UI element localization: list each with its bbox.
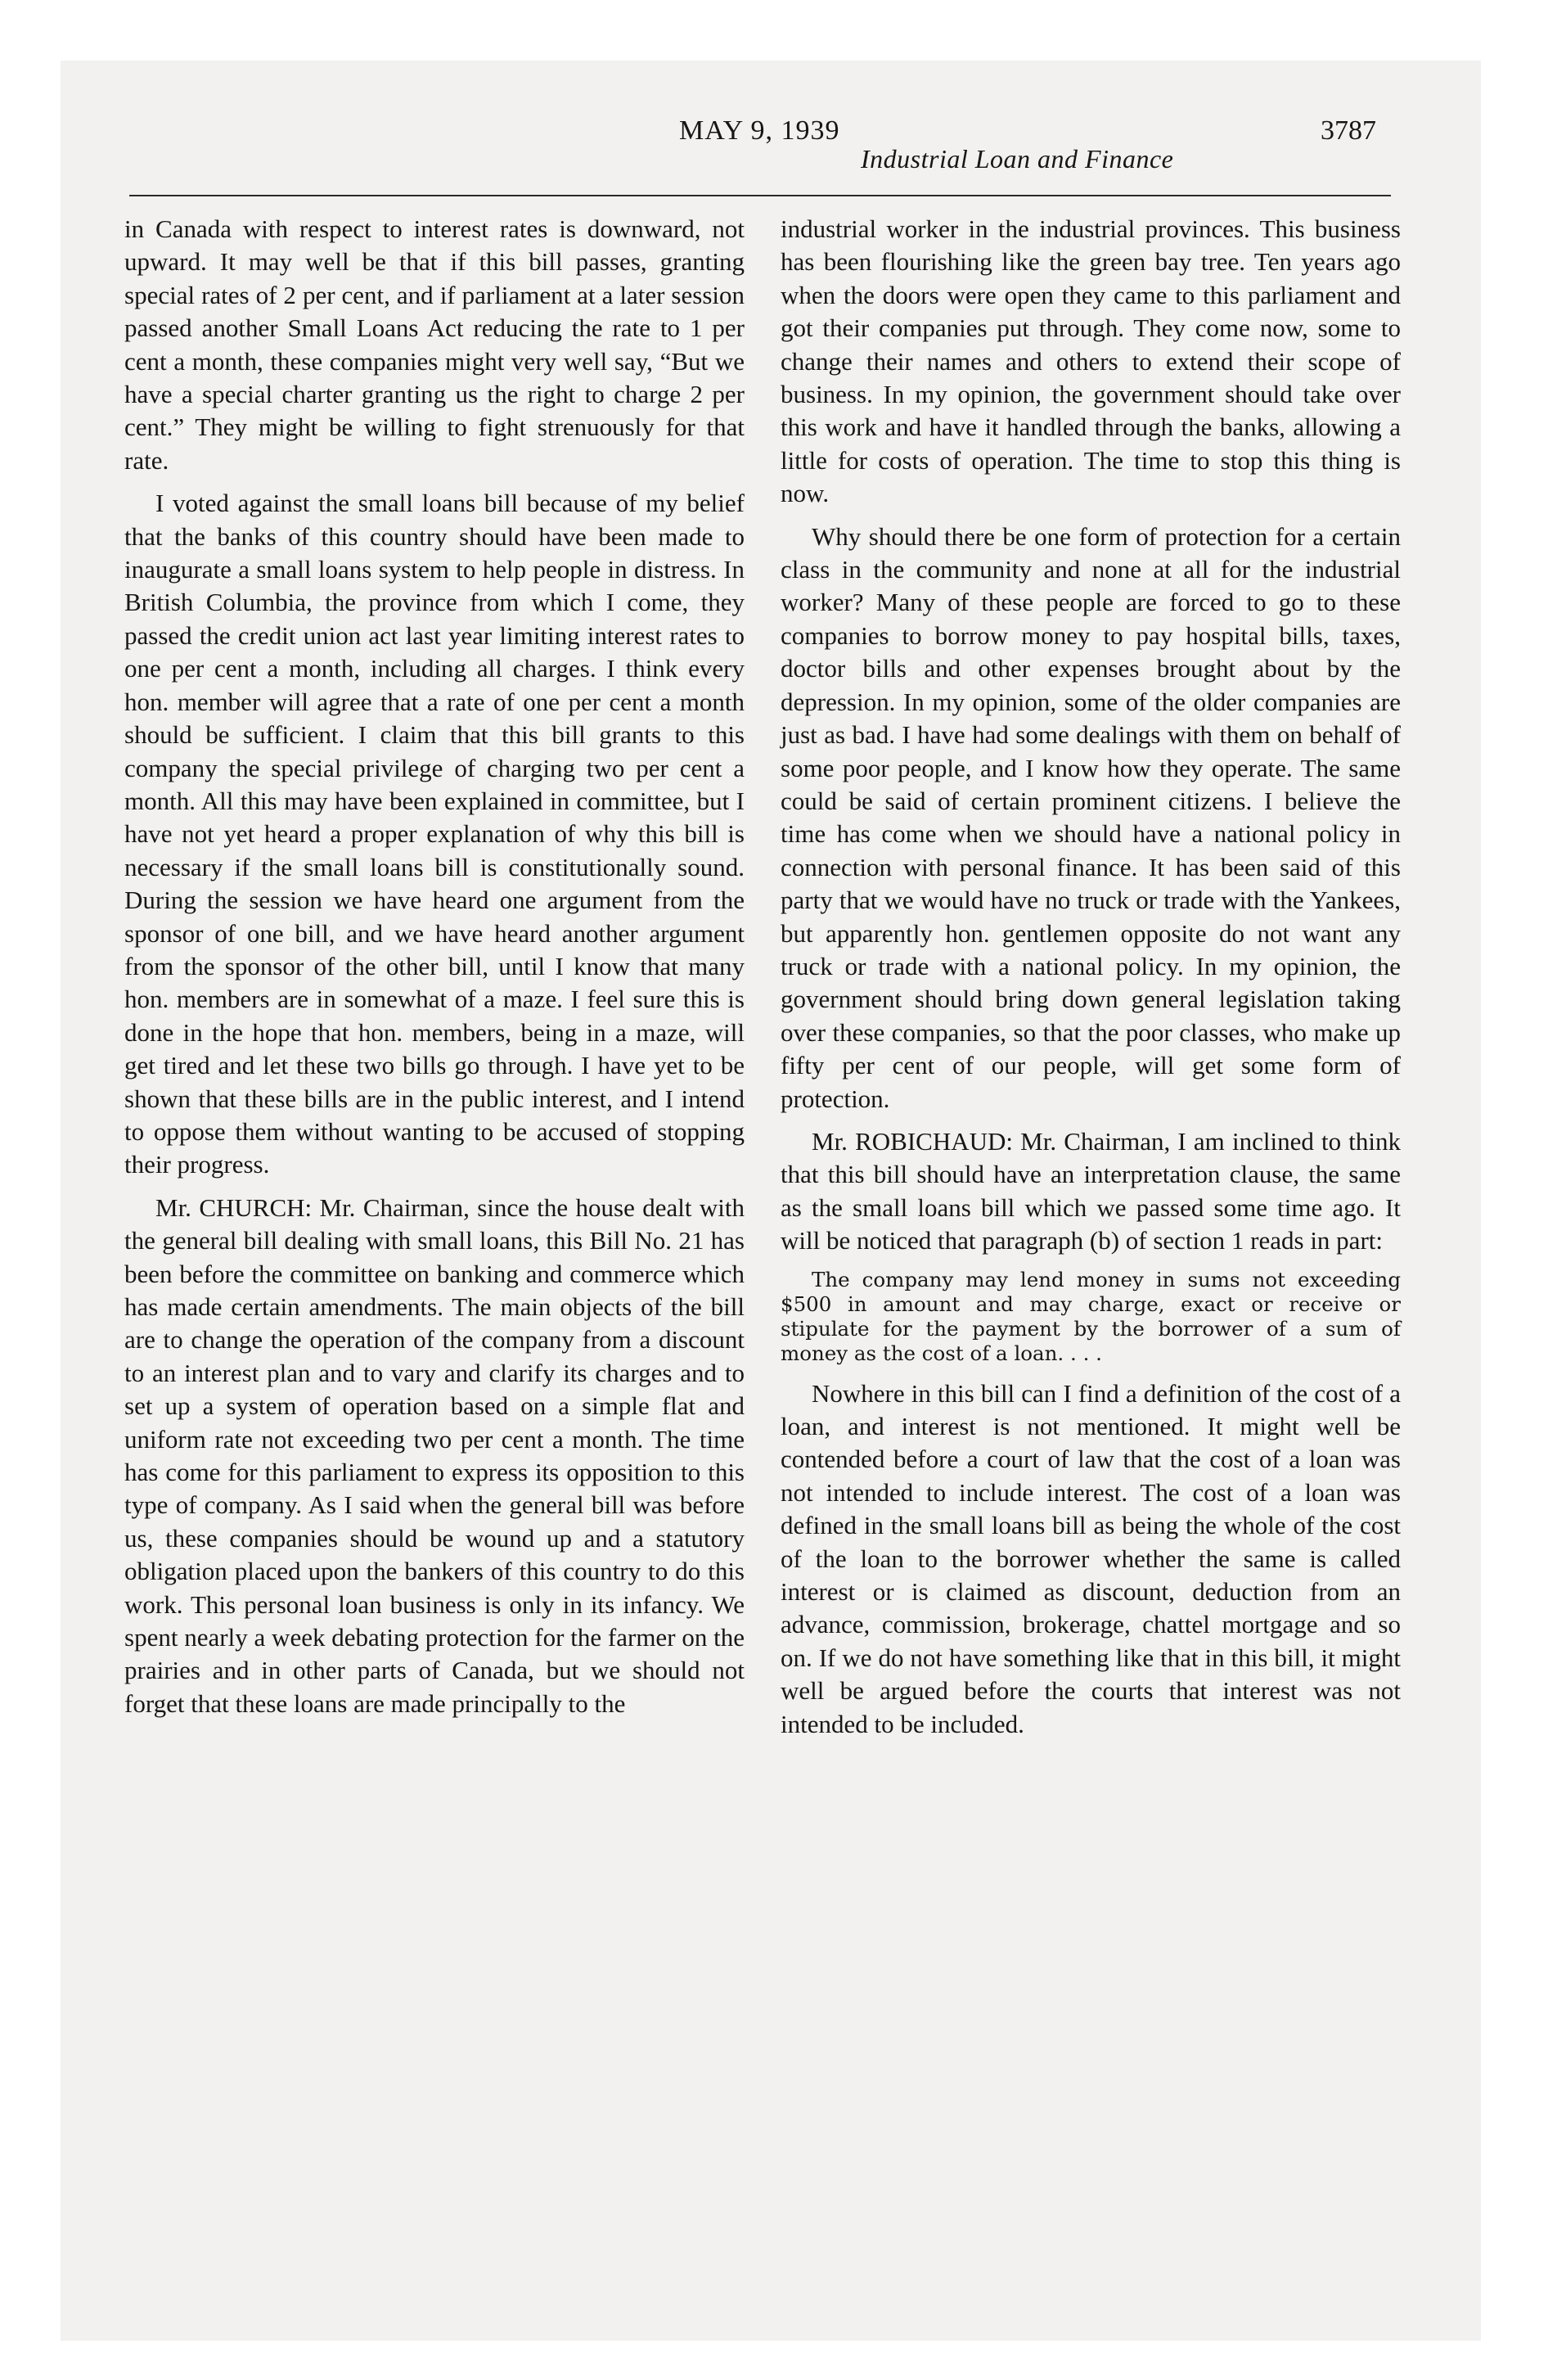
paragraph: industrial worker in the industrial provinces. This business has been flourishing like the green bay tree. Ten years ago when the doors were open they came to this parliament and got their companies put through. They come now, some to change their names and others to extend their scope of business. In my opinion, the government should take over this work and have it handled through the banks, allowing a little for costs of operation. The time to stop this thing is now. (781, 214, 1401, 508)
block-quote: The company may lend money in sums not exceeding $500 in amount and may charge, exact or receive or stipulate for the payment by the borrower of a sum of money as the cost of a loan. . . . (781, 1267, 1401, 1365)
header-subtitle: Industrial Loan and Finance (861, 144, 1174, 174)
paragraph: Why should there be one form of protection for a certain class in the community and none at all for the industrial worker? Many of these people are forced to go to these companies to borrow money to pay hospital bills, taxes, doctor bills and other expenses brought about by the depression. In my opinion, some of the older companies are just as bad. I have had some dealings with them on behalf of some poor people, and I know how they operate. The same could be said of certain prominent citizens. I believe the time has come when we should have a national policy in connection with personal finance. It has been said of this party that we would have no truck or trade with the Yankees, but apparently hon. gentlemen opposite do not want any truck or trade with a national policy. In my opinion, the government should bring down general legislation taking over these companies, so that the poor classes, who make up fifty per cent of our people, will get some form of protection. (781, 521, 1401, 1113)
left-column (124, 213, 745, 1730)
paragraph: in Canada with respect to interest rates is downward, not upward. It may well be that if this bill passes, granting special rates of 2 per cent, and if parliament at a later session passed another Small Loans Act reducing the rate to 1 per cent a month, these companies might very well say, “But we have a special charter granting us the right to charge 2 per cent.” They might be willing to fight strenuously for that rate. (124, 214, 745, 475)
header-date: MAY 9, 1939 (679, 115, 840, 146)
header-rule (129, 195, 1391, 196)
paragraph: I voted against the small loans bill because of my belief that the banks of this country should have been made to inaugurate a small loans system to help people in distress. In British Columbia, the province from which I come, they passed the credit union act last year limiting interest rates to one per cent a month, including all charges. I think every hon. member will agree that a rate of one per cent a month should be sufficient. I claim that this bill grants to this company the special privilege of charging two per cent a month. All this may have been explained in committee, but I have not yet heard a proper explanation of why this bill is necessary if the small loans bill is constitutionally sound. During the session we have heard one argument from the sponsor of one bill, and we have heard another argument from the sponsor of the other bill, until I know that many hon. members are in somewhat of a maze. I feel sure this is done in the hope that hon. members, being in a maze, will get tired and let these two bills go through. I have yet to be shown that these bills are in the public interest, and I intend to oppose them without wanting to be accused of stopping their progress. (124, 489, 745, 1179)
paragraph: Mr. CHURCH: Mr. Chairman, since the house dealt with the general bill dealing with small loans, this Bill No. 21 has been before the committee on banking and commerce which has made certain amendments. The main objects of the bill are to change the operation of the company from a discount to an interest plan and to vary and clarify its charges and to set up a system of operation based on a simple flat and uniform rate not exceeding two per cent a month. The time has come for this parliament to express its opposition to this type of company. As I said when the general bill was before us, these companies should be wound up and a statutory obligation placed upon the bankers of this country to do this work. This personal loan business is only in its infancy. We spent nearly a week debating protection for the farmer on the prairies and in other parts of Canada, but we should not forget that these loans are made principally to the (124, 1192, 745, 1718)
right-column (781, 213, 1401, 1751)
paragraph: Nowhere in this bill can I find a definition of the cost of a loan, and interest is not mentioned. It might well be contended before a court of law that the cost of a loan was not intended to include interest. The cost of a loan was defined in the small loans bill as being the whole of the cost of the loan to the borrower whether the same is called interest or is claimed as discount, deduction from an advance, commission, brokerage, chattel mortgage and so on. If we do not have something like that in this bill, it might well be argued before the courts that interest was not intended to be included. (781, 1378, 1401, 1738)
paragraph: Mr. ROBICHAUD: Mr. Chairman, I am inclined to think that this bill should have an interpretation clause, the same as the small loans bill which we passed some time ago. It will be noticed that paragraph (b) of section 1 reads in part: (781, 1126, 1401, 1255)
page-number: 3787 (1321, 115, 1376, 146)
